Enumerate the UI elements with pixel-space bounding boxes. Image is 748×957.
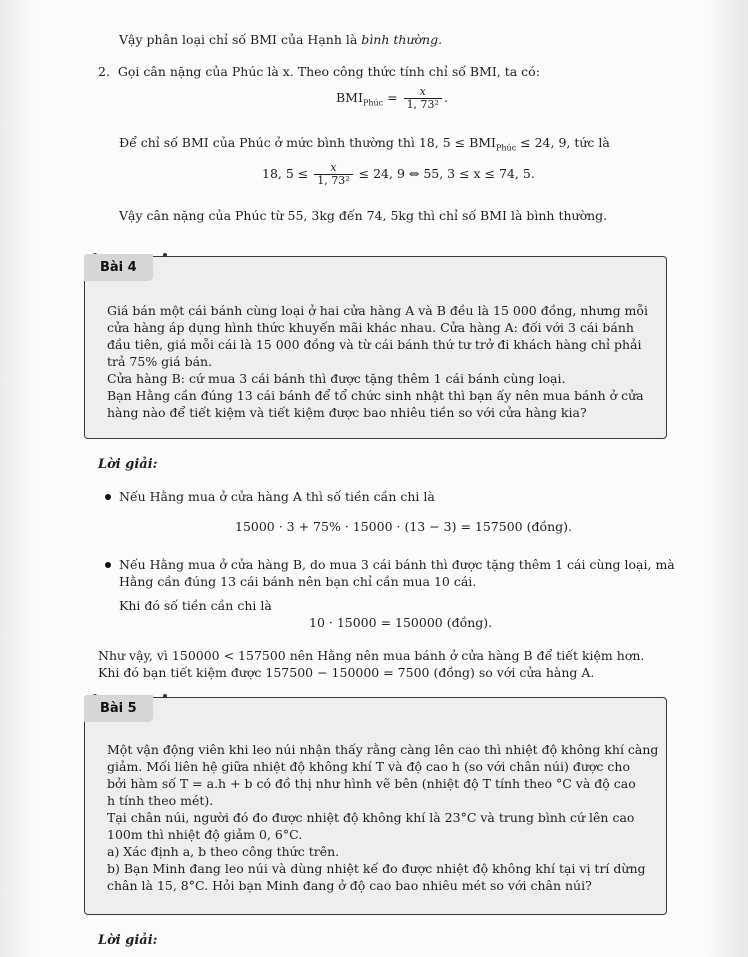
solution-4-conclusion-2: Khi đó bạn tiết kiệm được 157500 − 150000 = 7500 (đồng) so với cửa hàng A. bbox=[98, 665, 595, 680]
problem-4-text: Giá bán một cái bánh cùng loại ở hai cửa hàng A và B đều là 15 000 đồng, nhưng mỗi cửa hàng áp dụng hình thức khuyến mãi khác nhau. Cửa hàng A: đối với 3 cái bánh đầu tiên, giá mỗi cái là 15 000 đồng và từ cái bánh thứ tư trở đi khách hàng chỉ phải trả 75% giá bán. Cửa hàng B: cứ mua 3 cái bánh thì được tặng thêm 1 cái bánh cùng loại. Bạn Hằng cần đúng 13 cái bánh để tổ chức sinh nhật thì bạn ấy nên mua bánh ở cửa hàng nào để tiết kiệm và tiết kiệm được bao nhiêu tiền so với cửa hàng kia? bbox=[107, 303, 649, 420]
problem-box-4 bbox=[84, 256, 667, 439]
page-shadow-right bbox=[708, 0, 748, 957]
formula-store-b: 10 · 15000 = 150000 (đồng). bbox=[309, 615, 493, 630]
formula-bmi-phuc: $BMI_{Phúc}$ = $\frac{x}{\text{1, 73²}}$ . bbox=[336, 85, 448, 111]
solution-heading: Lời giải: bbox=[98, 457, 158, 472]
bmi-condition: Để chỉ số BMI của Phúc ở mức bình thường thì 18, $5 \le BMI_{Phúc} \le 24$, 9, tức là bbox=[119, 135, 610, 153]
formula-store-a: 15000 · 3 + 75% · 15000 · (13 − 3) = 157500 (đồng). bbox=[235, 519, 573, 534]
solution-4-bullet-2-line-3: Khi đó số tiền cần chi là bbox=[119, 598, 272, 613]
formula-inequality: 18, 5 ≤ $\frac{x}{\text{1, 73²}}$ ≤ 24, 9 ⇔ 55, 3 ≤ x ≤ 74, 5. bbox=[262, 161, 535, 187]
solution-4-conclusion-1: Như vậy, vì 150000 < 157500 nên Hằng nên mua bánh ở cửa hàng B để tiết kiệm hơn. bbox=[98, 648, 645, 663]
problem-5-text: Một vận động viên khi leo núi nhận thấy rằng càng lên cao thì nhiệt độ không khí càng giảm. Mối liên hệ giữa nhiệt độ không khí T và độ cao h (so với chân núi) được cho bởi hàm số T = a.h + b có đồ thị như hình vẽ bên (nhiệt độ T tính theo °C và độ cao h tính theo mét). Tại chân núi, người đó đo được nhiệt độ không khí là 23°C và trung bình cứ lên cao 100m thì nhiệt độ giảm 0, 6°C. a) Xác định a, b theo công thức trên. b) Bạn Minh đang leo núi và dùng nhiệt kế đo được nhiệt độ không khí tại vị trí dừng chân là 15, 8°C. Hỏi bạn Minh đang ở độ cao bao nhiêu mét so với chân núi? bbox=[107, 742, 659, 893]
problem-title: Bài 5 bbox=[84, 695, 153, 722]
solution-4-bullet-2-line-2: Hằng cần đúng 13 cái bánh nên bạn chỉ cần mua 10 cái. bbox=[119, 574, 477, 589]
bullet-icon bbox=[105, 494, 111, 500]
solution-4-bullet-2-line-1: Nếu Hằng mua ở cửa hàng B, do mua 3 cái bánh thì được tặng thêm 1 cái cùng loại, mà bbox=[119, 557, 675, 572]
bmi-conclusion: Vậy phân loại chỉ số BMI của Hạnh là bình thường. bbox=[119, 32, 443, 47]
problem-title: Bài 4 bbox=[84, 254, 153, 281]
problem-box-5 bbox=[84, 697, 667, 915]
item-2: 2. Gọi cân nặng của Phúc là x. Theo công thức tính chỉ số BMI, ta có: bbox=[98, 64, 540, 79]
tag-dot-right bbox=[163, 694, 167, 698]
solution-heading: Lời giải: bbox=[98, 933, 158, 948]
page-shadow-left bbox=[0, 0, 36, 957]
bullet-icon bbox=[105, 562, 111, 568]
tag-dot-right bbox=[163, 253, 167, 257]
weight-conclusion: Vậy cân nặng của Phúc từ 55, 3kg đến 74, 5kg thì chỉ số BMI là bình thường. bbox=[119, 208, 608, 223]
solution-4-bullet-1: Nếu Hằng mua ở cửa hàng A thì số tiền cần chi là bbox=[119, 489, 435, 504]
